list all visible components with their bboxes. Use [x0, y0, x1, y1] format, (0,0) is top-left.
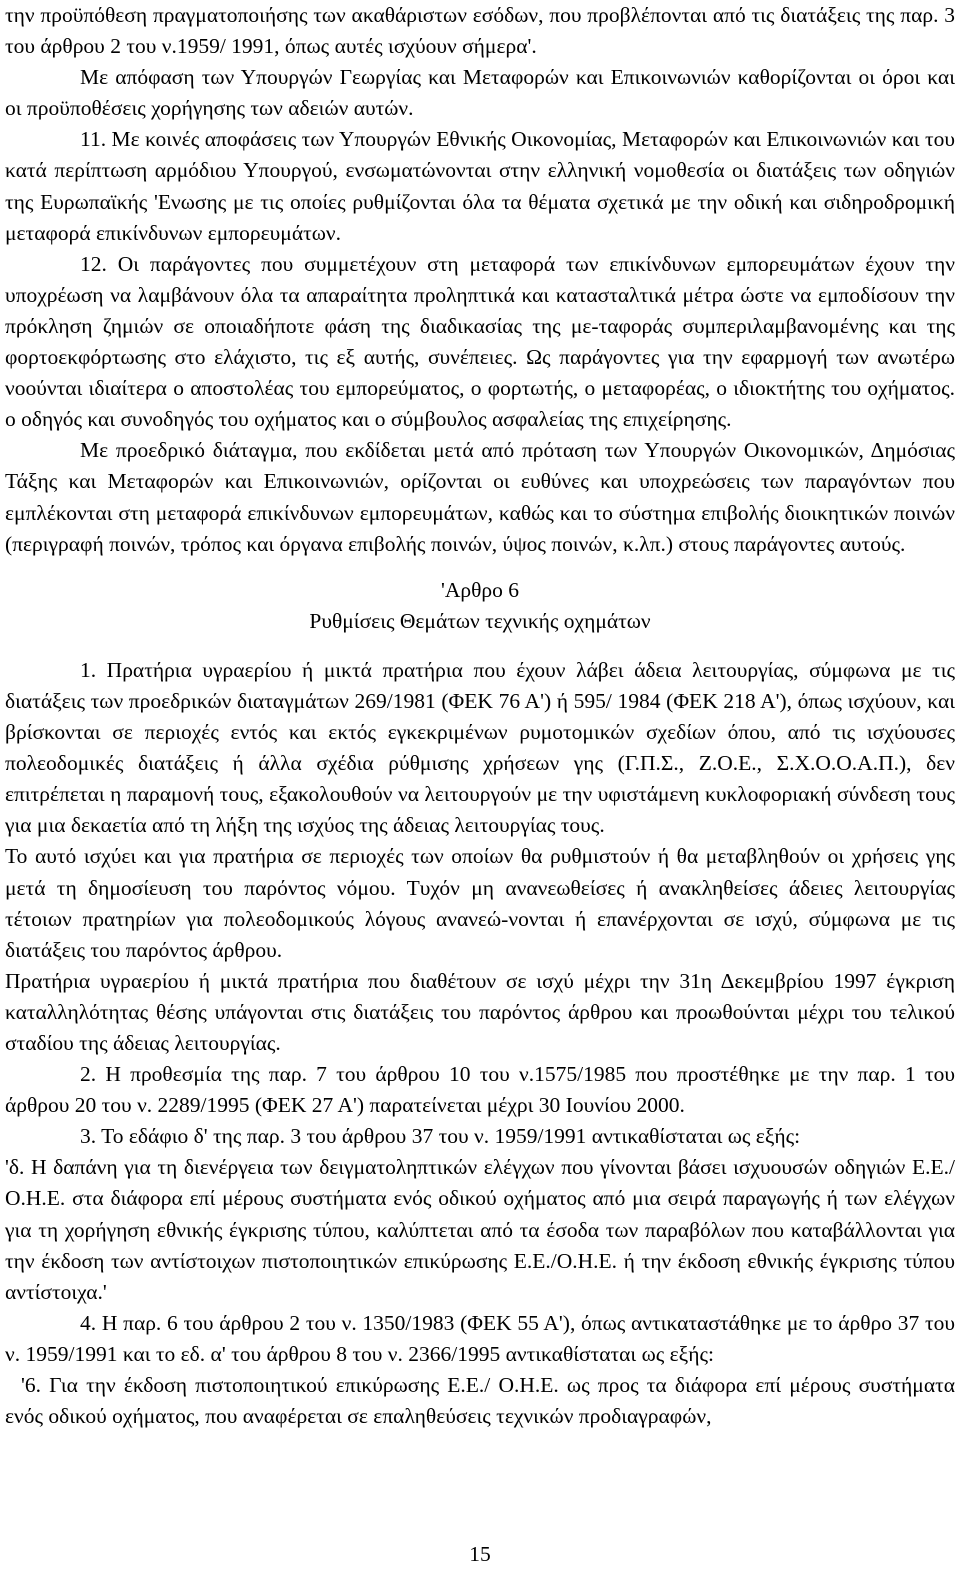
paragraph: Πρατήρια υγραερίου ή μικτά πρατήρια που διαθέτουν σε ισχύ μέχρι την 31η Δεκεμβρίου 1997 έγκριση καταλληλότητας θέσης υπάγονται στις διατάξεις του παρόντος άρθρου και προωθούνται μέχρι του τελικού σταδίου της άδειας λειτουργίας. [5, 968, 955, 1055]
paragraph: 2. Η προθεσμία της παρ. 7 του άρθρου 10 του ν.1575/1985 που προστέθηκε με την παρ. 1 του άρθρου 20 του ν. 2289/1995 (ΦΕΚ 27 Α') παρατείνεται μέχρι 30 Ιουνίου 2000. [5, 1062, 955, 1118]
article-heading [5, 575, 955, 637]
body-text-after-article [5, 655, 955, 1432]
paragraph: Με προεδρικό διάταγμα, που εκδίδεται μετά από πρόταση των Υπουργών Οικονομικών, Δημόσιας Τάξης και Μεταφορών και Επικοινωνιών, ορίζονται οι ευθύνες και υποχρεώσεις των παραγόντων που εμπλέκονται στη μεταφορά επικίνδυνων εμπορευμάτων, καθώς και το σύστημα επιβολής διοικητικών ποινών (περιγραφή ποινών, τρόπος και όργανα επιβολής ποινών, ύψος ποινών, κ.λπ.) στους παράγοντες αυτούς. [5, 438, 955, 556]
paragraph: '6. Για την έκδοση πιστοποιητικού επικύρωσης Ε.Ε./ Ο.Η.Ε. ως προς τα διάφορα επί μέρους συστήματα ενός οδικού οχήματος, που αναφέρεται σε επαληθεύσεις τεχνικών προδιαγραφών, [5, 1373, 955, 1429]
paragraph: 3. Το εδάφιο δ' της παρ. 3 του άρθρου 37 του ν. 1959/1991 αντικαθίσταται ως εξής: [80, 1124, 801, 1149]
article-title: Ρυθμίσεις Θεμάτων τεχνικής οχημάτων [309, 608, 651, 633]
paragraph: 4. Η παρ. 6 του άρθρου 2 του ν. 1350/1983 (ΦΕΚ 55 Α'), όπως αντικαταστάθηκε με το άρθρο 37 του ν. 1959/1991 και το εδ. α' του άρθρου 8 του ν. 2366/1995 αντικαθίσταται ως εξής: [5, 1310, 955, 1366]
paragraph: Το αυτό ισχύει και για πρατήρια σε περιοχές των οποίων θα ρυθμιστούν ή θα μεταβληθούν οι χρήσεις γης μετά τη δημοσίευση του παρόντος νόμου. Τυχόν μη ανανεωθείσες ή ανακληθείσες άδειες λειτουργίας τέτοιων πρατηρίων για πολεοδομικούς λόγους ανανεώ-νονται ή επανέρχονται σε ισχύ, σύμφωνα με τις διατάξεις του παρόντος άρθρου. [5, 844, 955, 962]
document-page [5, 0, 955, 1432]
paragraph: την προϋπόθεση πραγματοποιήσης των ακαθάριστων εσόδων, που προβλέπονται από τις διατάξεις της παρ. 3 του άρθρου 2 του ν.1959/ 1991, όπως αυτές ισχύουν σήμερα'. [5, 3, 955, 59]
paragraph: 11. Με κοινές αποφάσεις των Υπουργών Εθνικής Οικονομίας, Μεταφορών και Επικοινωνιών και του κατά περίπτωση αρμόδιου Υπουργού, ενσωματώνονται στην ελληνική νομοθεσία οι διατάξεις των οδηγιών της Ευρωπαϊκής 'Ενωσης με τις οποίες ρυθμίζονται όλα τα θέματα σχετικά με την οδική και σιδηροδρομική μεταφορά επικίνδυνων εμπορευμάτων. [5, 127, 955, 245]
page-number: 15 [469, 1542, 491, 1566]
paragraph: 12. Οι παράγοντες που συμμετέχουν στη μεταφορά των επικίνδυνων εμπορευμάτων έχουν την υποχρέωση να λαμβάνουν όλα τα απαραίτητα προληπτικά και κατασταλτικά μέτρα ώστε να εμποδίσουν την πρόκληση ζημιών σε οποιαδήποτε φάση της διαδικασίας της με-ταφοράς συμπεριλαμβανομένης και της φορτοεκφόρτωσης στο ελάχιστο, τις εξ αυτής, συνέπειες. Ως παράγοντες για την εφαρμογή των ανωτέρω νοούνται ιδιαίτερα ο αποστολέας του εμπορεύματος, ο φορτωτής, ο μεταφορέας, ο ιδιοκτήτης του οχήματος. ο οδηγός και συνοδηγός του οχήματος και ο σύμβουλος ασφαλείας της επιχείρησης. [5, 251, 955, 432]
article-number: 'Αρθρο 6 [440, 577, 520, 602]
paragraph: 1. Πρατήρια υγραερίου ή μικτά πρατήρια που έχουν λάβει άδεια λειτουργίας, σύμφωνα με τις διατάξεις των προεδρικών διαταγμάτων 269/1981 (ΦΕΚ 76 Α') ή 595/ 1984 (ΦΕΚ 218 Α'), όπως ισχύουν, και βρίσκονται σε περιοχές εντός και εκτός εγκεκριμένων ρυμοτομικών σχεδίων όπου, από τις ισχύουσες πολεοδομικές διατάξεις ή άλλα σχέδια ρύθμισης χρήσεων γης (Γ.Π.Σ., Ζ.Ο.Ε., Σ.Χ.Ο.Ο.Α.Π.), δεν επιτρέπεται η παραμονή τους, εξακολουθούν να λειτουργούν με την υφιστάμενη κυκλοφοριακή σύνδεση τους για μια δεκαετία από τη λήξη της ισχύος της άδειας λειτουργίας τους. [5, 657, 955, 838]
paragraph: 'δ. Η δαπάνη για τη διενέργεια των δειγματοληπτικών ελέγχων που γίνονται βάσει ισχυουσών οδηγιών Ε.Ε./ Ο.Η.Ε. στα διάφορα επί μέρους συστήματα ενός οδικού οχήματος από μια σειρά παραγωγής ή των ελέγχων για τη χορήγηση εθνικής έγκρισης τύπου, καλύπτεται από τα έσοδα των παραβόλων που καταβάλλονται για την έκδοση των αντίστοιχων πιστοποιητικών επικύρωσης Ε.Ε./Ο.Η.Ε. ή την έκδοση εθνικής έγκρισης τύπου αντίστοιχα.' [5, 1155, 955, 1304]
body-text-before-article [5, 0, 955, 560]
paragraph: Με απόφαση των Υπουργών Γεωργίας και Μεταφορών και Επικοινωνιών καθορίζονται οι όροι και οι προϋποθέσεις χορήγησης των αδειών αυτών. [5, 65, 955, 121]
